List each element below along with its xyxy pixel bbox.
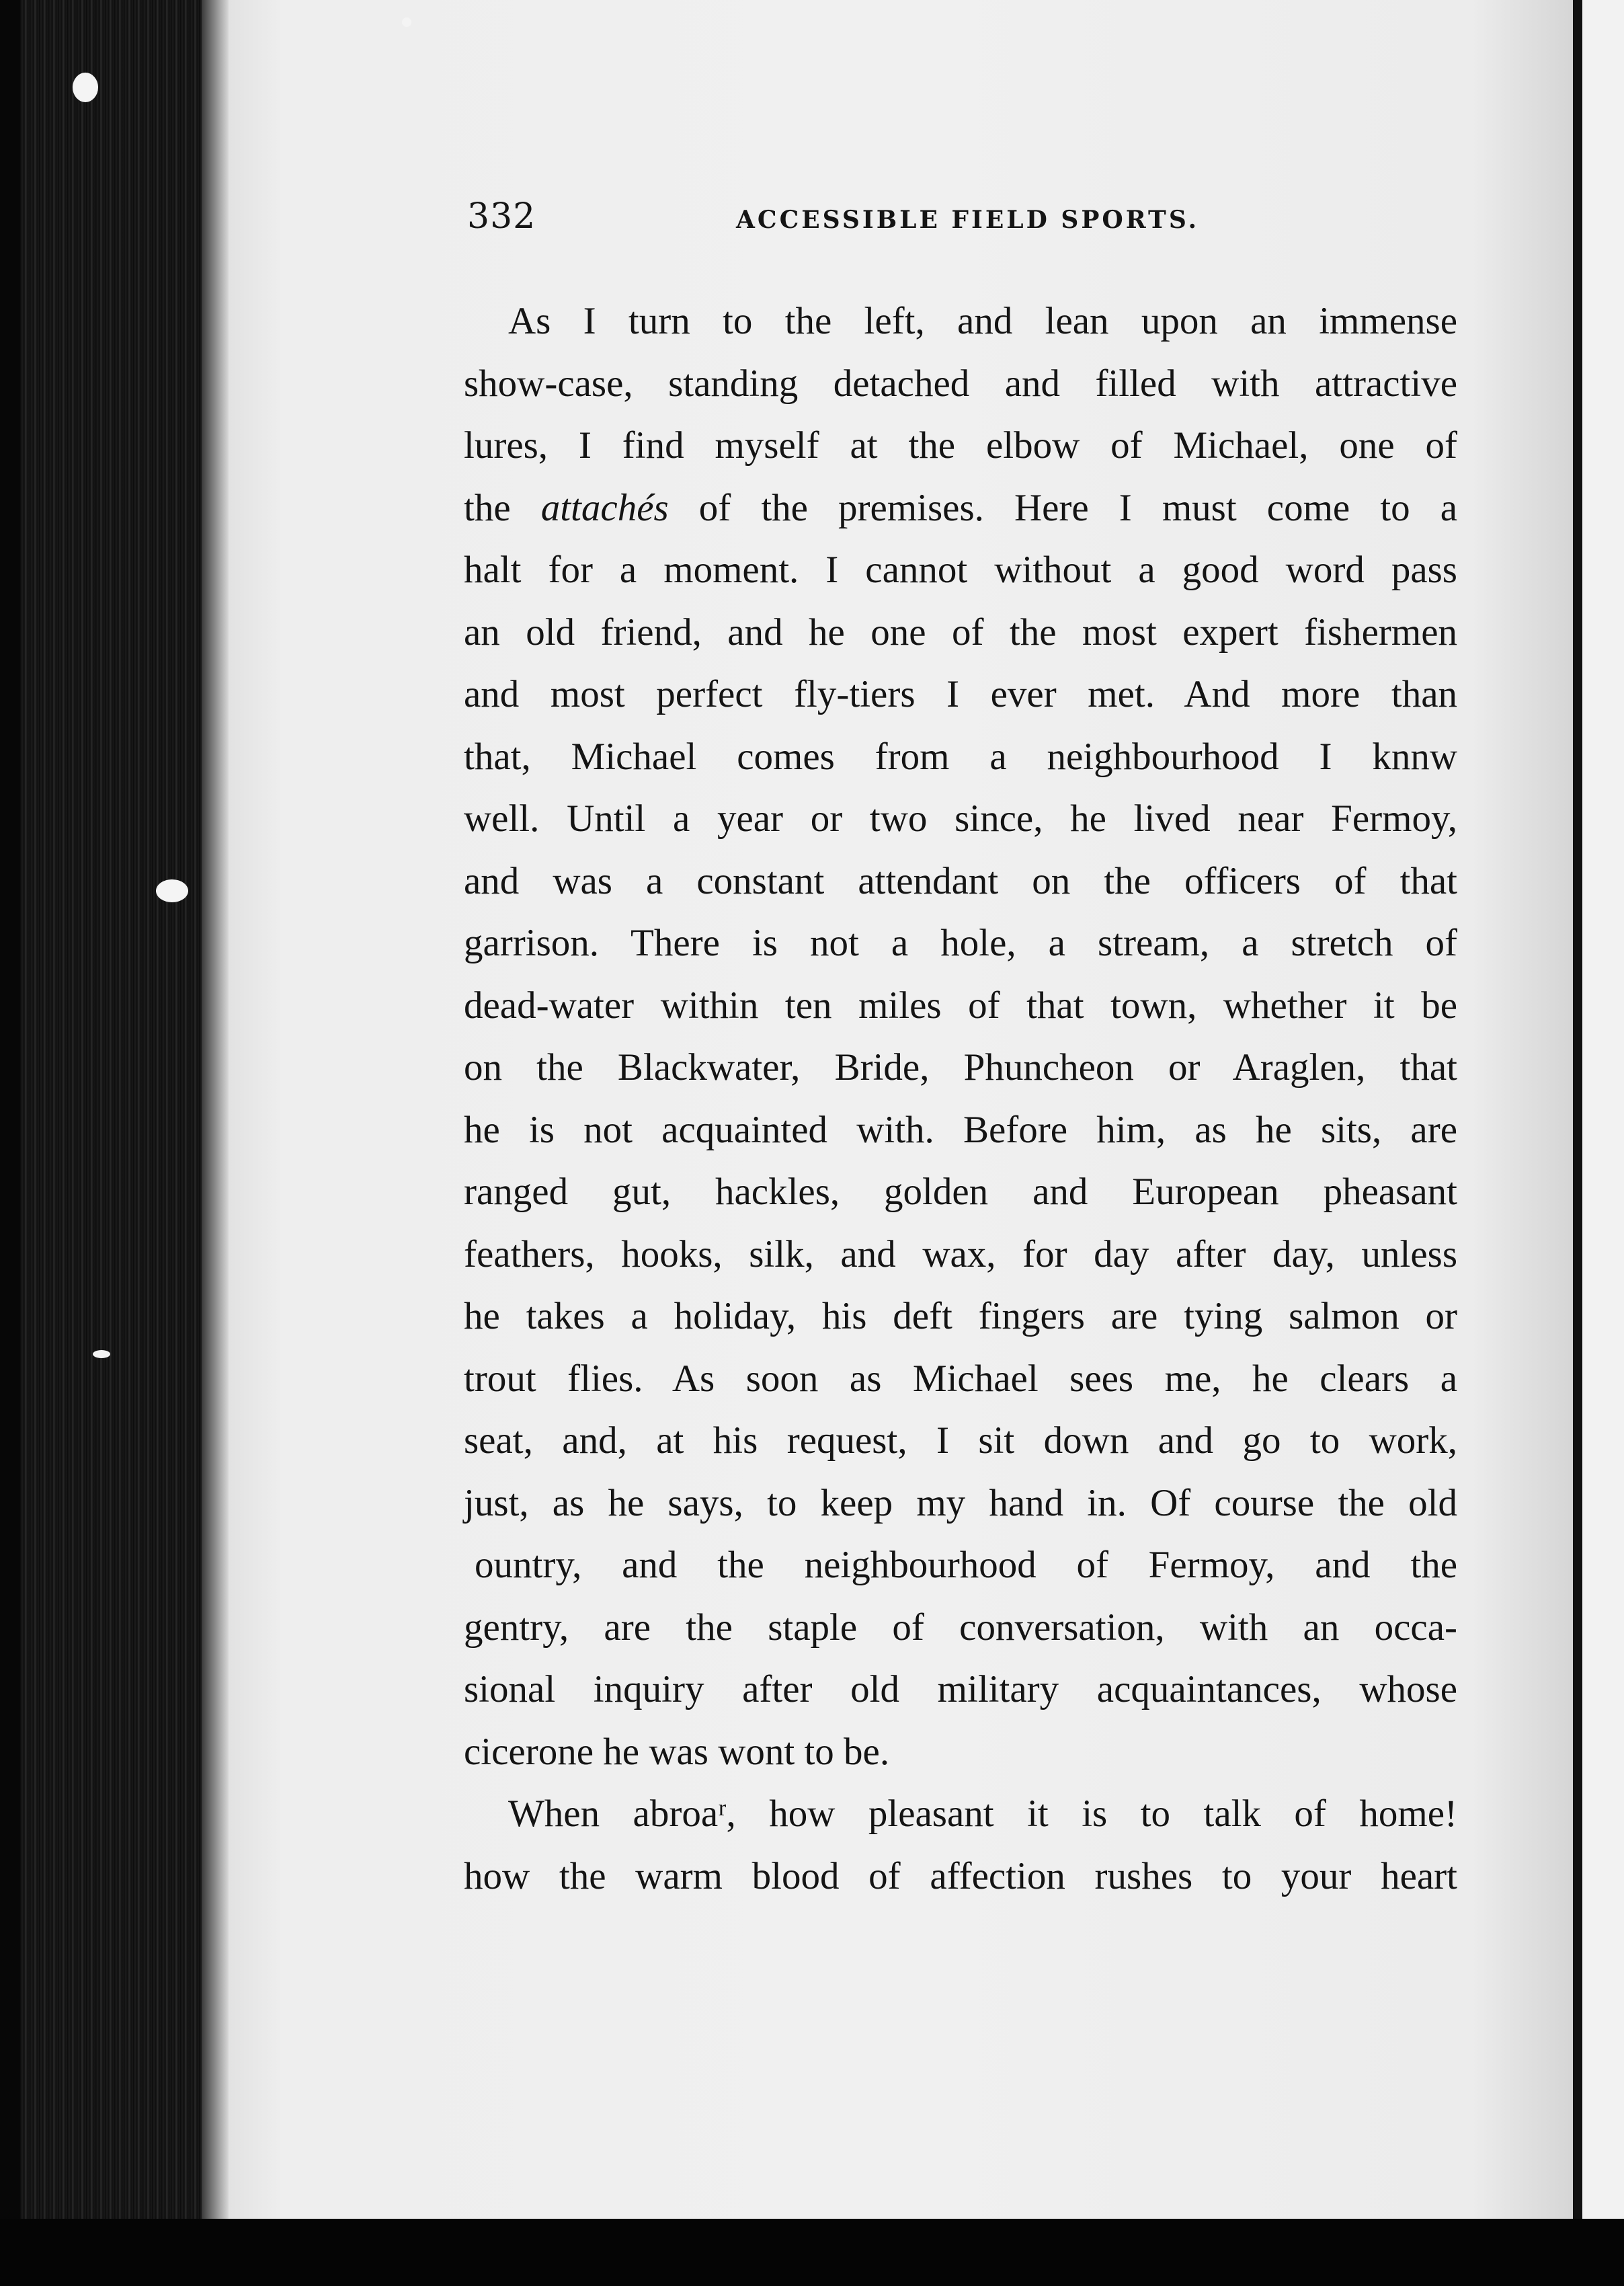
text-line: on the Blackwater, Bride, Phuncheon or Araglen, that [464,1046,1457,1089]
text-line: ountry, and the neighbourhood of Fermoy, and the [475,1544,1457,1586]
scan-speck [402,17,411,27]
text-line: ranged gut, hackles, golden and European pheasant [464,1171,1457,1213]
page-gutter-shadow [202,0,229,2219]
page-number: 332 [467,196,536,237]
scan-speck [73,73,98,102]
text-line: and most perfect fly-tiers I ever met. And more than [464,673,1457,715]
italic-word: attachés [540,486,669,529]
running-head [467,196,1459,243]
text-line: well. Until a year or two since, he lived near Fermoy, [464,797,1457,840]
text-line: an old friend, and he one of the most expert fishermen [464,610,1457,654]
text-segment: of the premises. Here I must come to a [668,486,1457,529]
text-line: seat, and, at his request, I sit down and go to work, [464,1419,1457,1462]
running-title: ACCESSIBLE FIELD SPORTS. [736,206,1200,234]
scan-bottom-edge [0,2219,1624,2286]
text-line: garrison. There is not a hole, a stream, a stretch of [464,922,1457,964]
book-spine-edge [20,0,222,2219]
text-line: just, as he says, to keep my hand in. Of course the old [464,1481,1457,1524]
text-line: how the warm blood of affection rushes to your heart [464,1854,1457,1897]
text-line: lures, I find myself at the elbow of Michael, one of [464,424,1457,467]
text-line: As I turn to the left, and lean upon an immense [508,300,1457,342]
page-right-border [1573,0,1582,2225]
text-line: he takes a holiday, his deft fingers are tying salmon or [464,1295,1457,1337]
text-line: trout flies. As soon as Michael sees me, he clears a [464,1357,1457,1400]
text-line: dead-water within ten miles of that town, whether it be [464,984,1457,1027]
scan-speck [156,879,188,902]
text-line: that, Michael comes from a neighbourhood I knnw [464,735,1457,778]
body-text [464,290,1457,1907]
text-line: When abroaʳ, how pleasant it is to talk of home! [508,1792,1457,1835]
scan-speck [93,1350,110,1358]
scan-right-margin [1582,0,1624,2225]
text-line: cicerone he was wont to be. [464,1730,890,1773]
text-segment: the [464,486,541,529]
text-line: show-case, standing detached and filled with attractive [464,362,1457,405]
text-line: and was a constant attendant on the officers of that [464,859,1457,902]
text-line: he is not acquainted with. Before him, as he sits, are [464,1108,1457,1151]
text-line [464,477,1457,540]
text-line: feathers, hooks, silk, and wax, for day after day, unless [464,1232,1457,1275]
text-line: gentry, are the staple of conversation, with an occa- [464,1606,1457,1649]
text-line: sional inquiry after old military acquaintances, whose [464,1668,1457,1710]
text-line: halt for a moment. I cannot without a good word pass [464,549,1457,591]
